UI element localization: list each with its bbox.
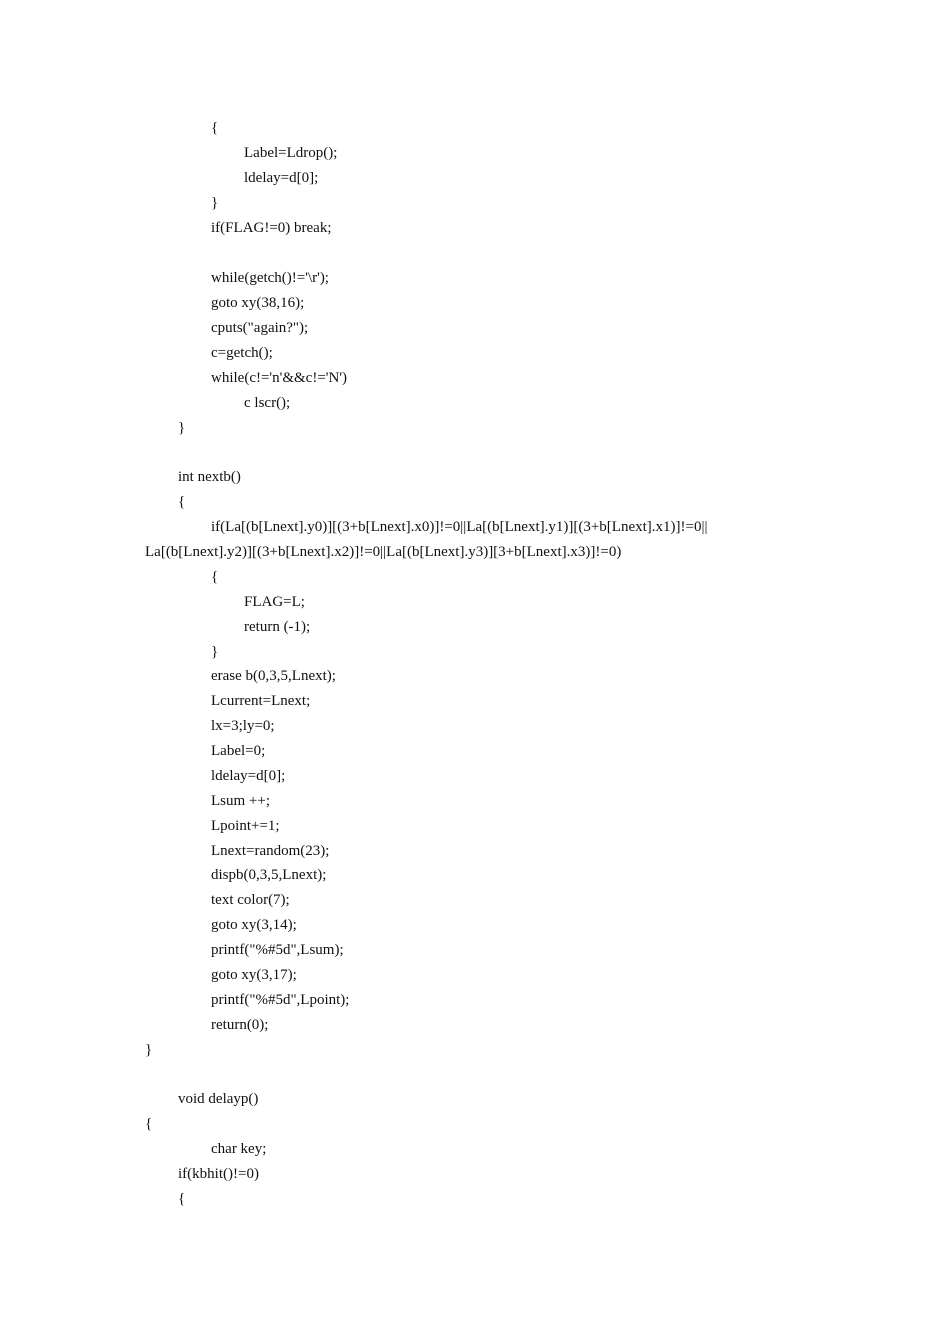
code-line: { — [211, 120, 219, 136]
code-line: ldelay=d[0]; — [244, 170, 319, 186]
code-line: while(c!='n'&&c!='N') — [211, 370, 348, 386]
code-line: printf("%#5d",Lpoint); — [211, 992, 350, 1008]
code-line: dispb(0,3,5,Lnext); — [211, 867, 327, 883]
code-line: printf("%#5d",Lsum); — [211, 942, 344, 958]
code-line: } — [178, 420, 186, 436]
code-line: Lpoint+=1; — [211, 818, 280, 834]
code-line: { — [211, 569, 219, 585]
code-line: int nextb() — [178, 469, 241, 485]
code-line: return(0); — [211, 1017, 269, 1033]
code-line: FLAG=L; — [244, 594, 305, 610]
code-line: { — [178, 1191, 186, 1207]
code-line: void delayp() — [178, 1091, 259, 1107]
code-line: Label=0; — [211, 743, 266, 759]
code-line: if(La[(b[Lnext].y0)][(3+b[Lnext].x0)]!=0||La[(b[Lnext].y1)][(3+b[Lnext].x1)]!=0|| — [211, 519, 708, 535]
code-line: } — [211, 644, 219, 660]
code-line: while(getch()!='\r'); — [211, 270, 329, 286]
code-line: Label=Ldrop(); — [244, 145, 338, 161]
code-line: { — [145, 1116, 153, 1132]
code-line: if(FLAG!=0) break; — [211, 220, 332, 236]
code-line: erase b(0,3,5,Lnext); — [211, 668, 336, 684]
code-line: cputs("again?"); — [211, 320, 309, 336]
code-line: Lcurrent=Lnext; — [211, 693, 311, 709]
code-line: goto xy(3,17); — [211, 967, 297, 983]
code-line: return (-1); — [244, 619, 311, 635]
code-line: ldelay=d[0]; — [211, 768, 286, 784]
code-line: if(kbhit()!=0) — [178, 1166, 259, 1182]
code-line: } — [211, 195, 219, 211]
code-line: char key; — [211, 1141, 267, 1157]
code-line: Lsum ++; — [211, 793, 271, 809]
code-line: c lscr(); — [244, 395, 291, 411]
code-line: goto xy(3,14); — [211, 917, 297, 933]
code-line: } — [145, 1042, 153, 1058]
code-line: lx=3;ly=0; — [211, 718, 275, 734]
code-line: goto xy(38,16); — [211, 295, 305, 311]
code-line: La[(b[Lnext].y2)][(3+b[Lnext].x2)]!=0||La[(b[Lnext].y3)][3+b[Lnext].x3)]!=0) — [145, 544, 622, 560]
code-line: { — [178, 494, 186, 510]
code-line: Lnext=random(23); — [211, 843, 330, 859]
code-line: text color(7); — [211, 892, 290, 908]
code-line: c=getch(); — [211, 345, 273, 361]
